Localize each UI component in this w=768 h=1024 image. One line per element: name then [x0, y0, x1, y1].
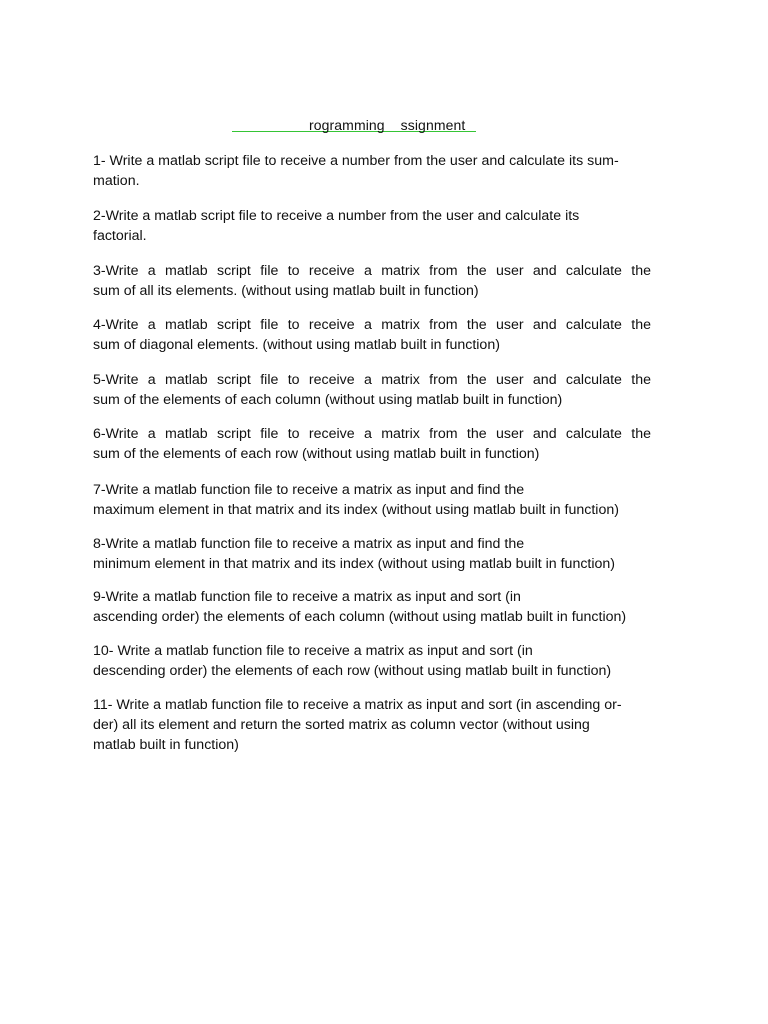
question-1-line-1: 1- Write a matlab script file to receive a number from the user and calculate its sum- — [93, 153, 619, 169]
document-title: rogramming ssignment — [309, 117, 466, 133]
question-3-line-1: 3-Write a matlab script file to receive a matrix from the user and calculate the — [93, 263, 651, 279]
question-3 — [93, 261, 651, 301]
question-9-line-2: ascending order) the elements of each column (without using matlab built in function) — [93, 609, 627, 625]
question-2-line-2: factorial. — [93, 228, 147, 244]
question-4-line-1: 4-Write a matlab script file to receive a matrix from the user and calculate the — [93, 317, 651, 333]
question-7-line-1: 7-Write a matlab function file to receive a matrix as input and find the — [93, 482, 525, 498]
question-6-line-2: sum of the elements of each row (without using matlab built in function) — [93, 446, 540, 462]
question-7-line-2: maximum element in that matrix and its index (without using matlab built in function) — [93, 502, 619, 518]
question-6-line-1: 6-Write a matlab script file to receive a matrix from the user and calculate the — [93, 426, 651, 442]
question-9 — [93, 587, 626, 627]
question-1 — [93, 151, 619, 191]
question-4 — [93, 315, 651, 355]
question-9-line-1: 9-Write a matlab function file to receive a matrix as input and sort (in — [93, 589, 521, 605]
question-5 — [93, 370, 651, 410]
question-10 — [93, 641, 611, 681]
question-2-line-1: 2-Write a matlab script file to receive a number from the user and calculate its — [93, 208, 580, 224]
question-10-line-2: descending order) the elements of each row (without using matlab built in function) — [93, 663, 612, 679]
question-1-line-2: mation. — [93, 173, 140, 189]
question-7 — [93, 480, 619, 520]
question-8-line-2: minimum element in that matrix and its index (without using matlab built in function) — [93, 556, 616, 572]
question-8-line-1: 8-Write a matlab function file to receive a matrix as input and find the — [93, 536, 525, 552]
question-2 — [93, 206, 579, 246]
question-11 — [93, 695, 622, 755]
question-5-line-1: 5-Write a matlab script file to receive a matrix from the user and calculate the — [93, 372, 651, 388]
title-block — [232, 117, 476, 133]
question-6 — [93, 424, 651, 464]
question-11-line-2: der) all its element and return the sorted matrix as column vector (without using — [93, 717, 590, 733]
question-4-line-2: sum of diagonal elements. (without using matlab built in function) — [93, 337, 500, 353]
question-10-line-1: 10- Write a matlab function file to receive a matrix as input and sort (in — [93, 643, 533, 659]
question-11-line-3: matlab built in function) — [93, 737, 239, 753]
question-5-line-2: sum of the elements of each column (without using matlab built in function) — [93, 392, 563, 408]
question-3-line-2: sum of all its elements. (without using matlab built in function) — [93, 283, 479, 299]
question-8 — [93, 534, 615, 574]
question-11-line-1: 11- Write a matlab function file to receive a matrix as input and sort (in ascending or- — [93, 697, 622, 713]
